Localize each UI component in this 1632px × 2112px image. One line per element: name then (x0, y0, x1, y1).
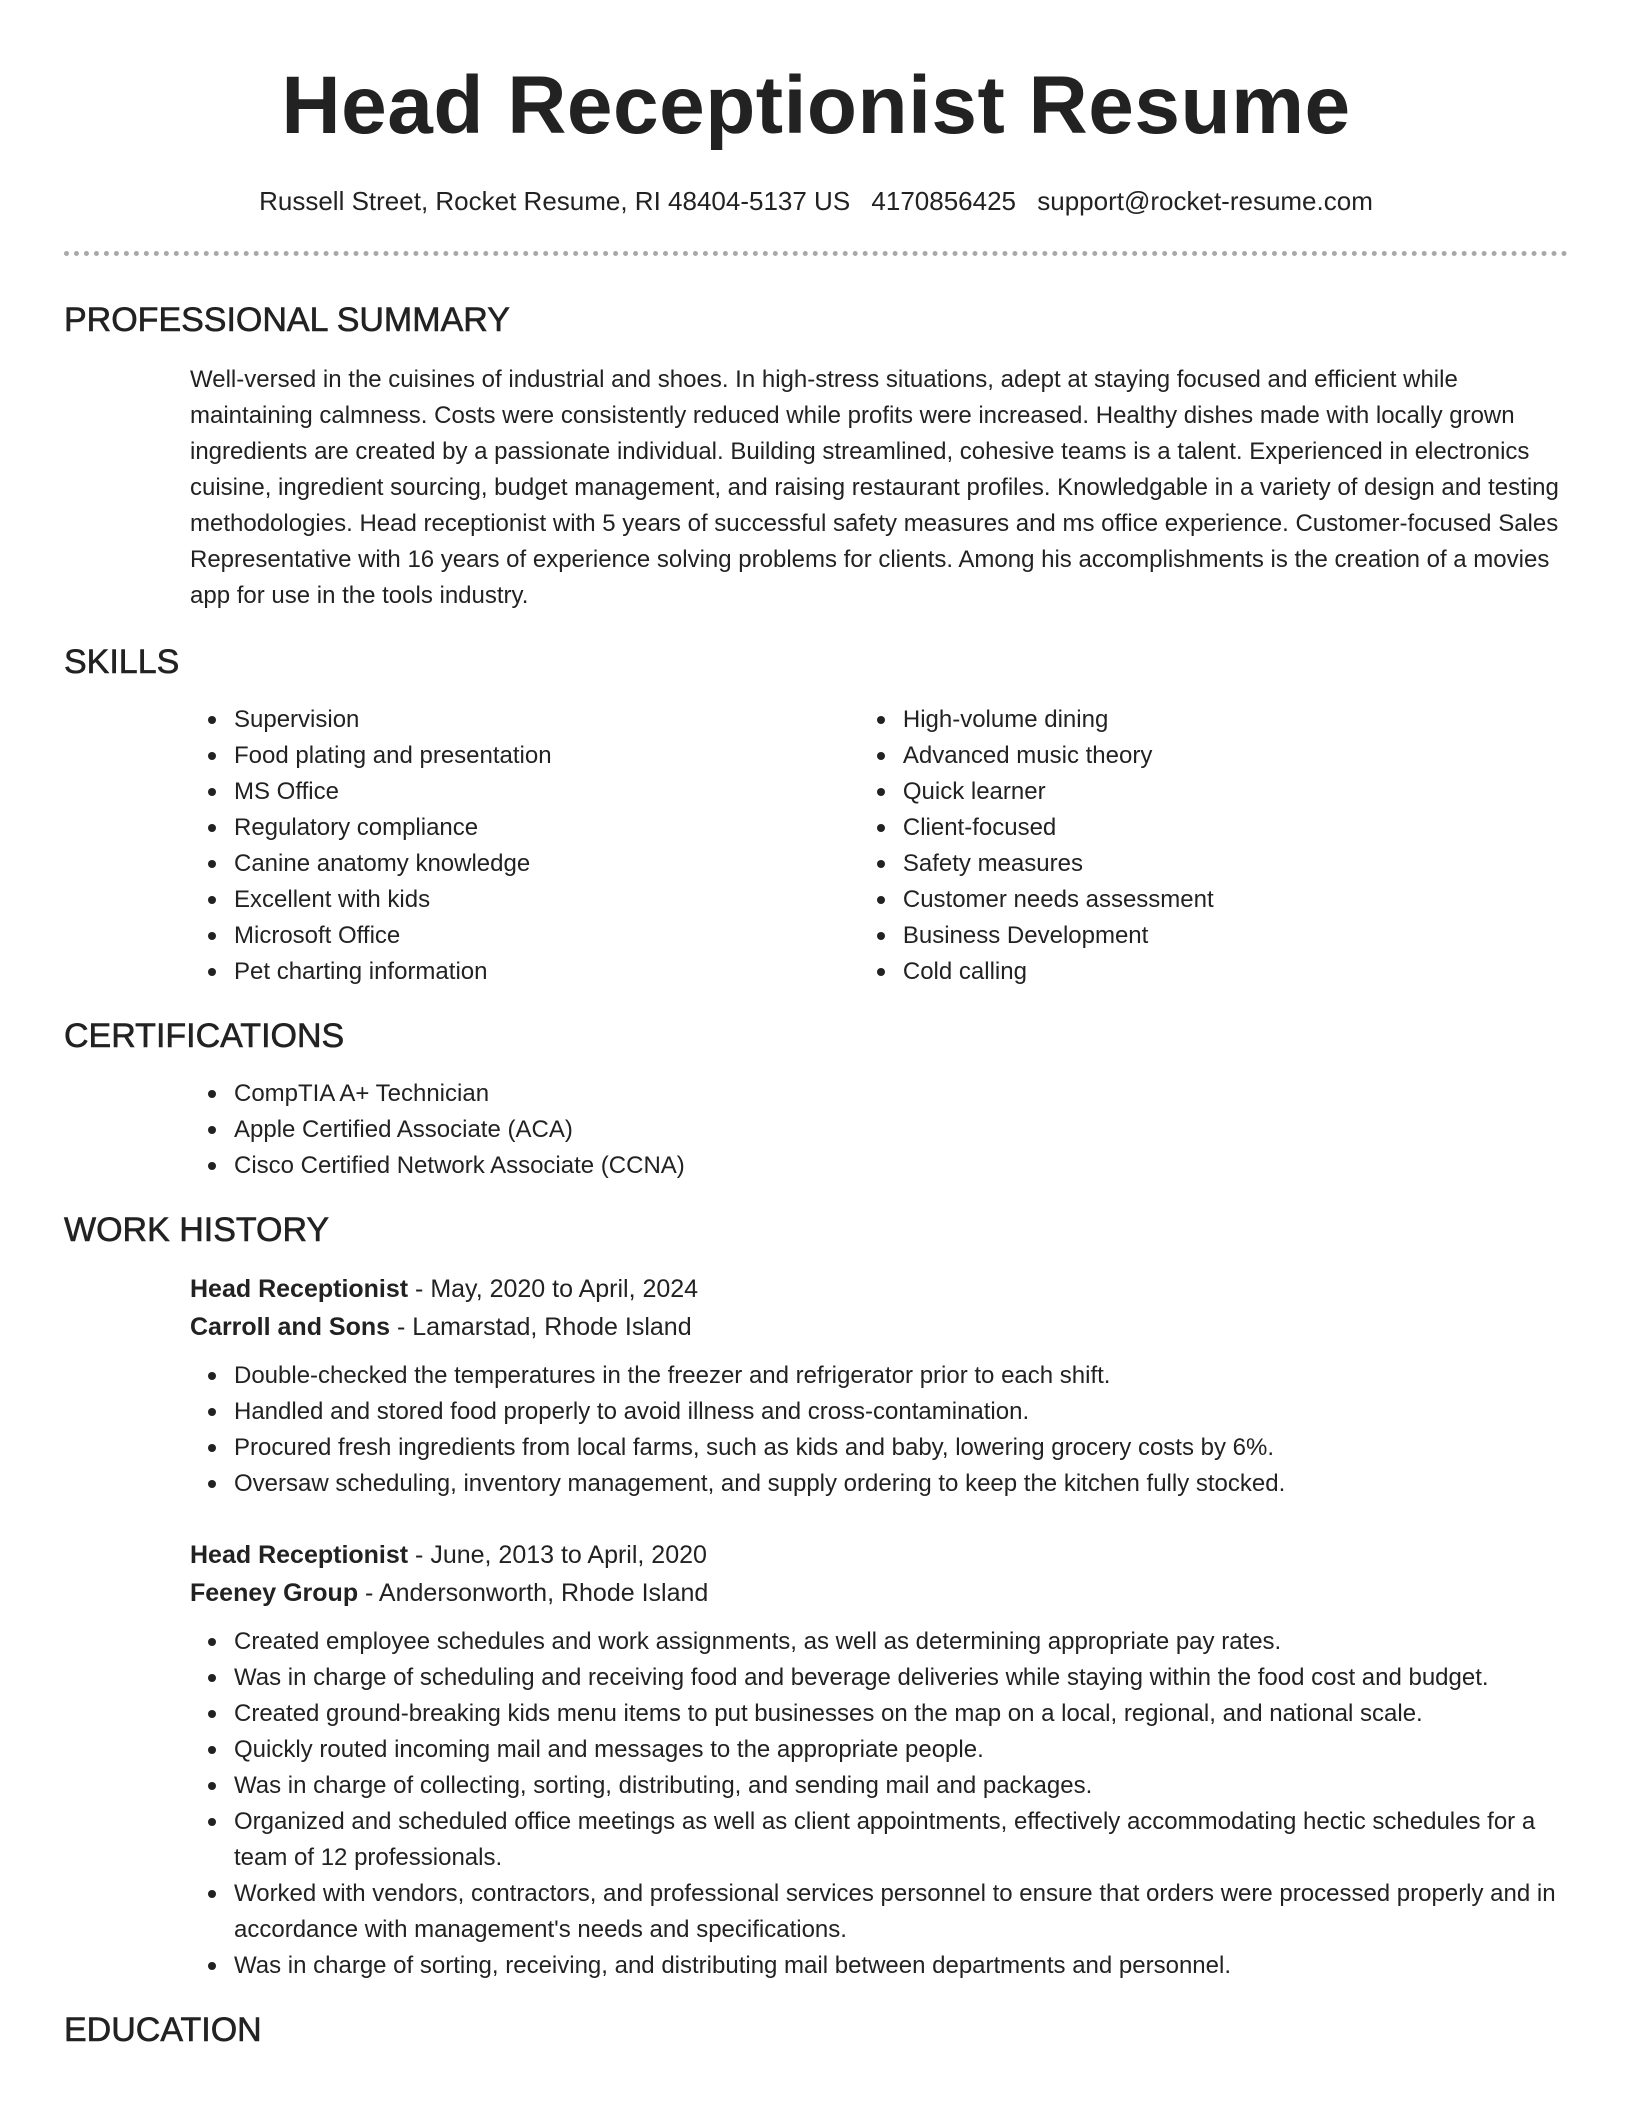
job-title-line (64, 1270, 1568, 1308)
work-history-heading: WORK HISTORY (64, 1211, 330, 1249)
skill-item: Regulatory compliance (234, 810, 733, 846)
skills-heading: SKILLS (64, 643, 180, 681)
resume-title: Head Receptionist Resume (281, 60, 1351, 151)
summary-text: Well-versed in the cuisines of industrial and shoes. In high-stress situations, adept at staying focused and efficient while maintaining calmness. Costs were consistently reduced while profits were increased. Healthy dishes made with locally grown ingredients are created by a passionate individual. Building streamlined, cohesive teams is a talent. Experienced in electronics cuisine, ingredient sourcing, budget management, and raising restaurant profiles. Knowledgable in a variety of design and testing methodologies. Head receptionist with 5 years of successful safety measures and ms office experience. Customer-focused Sales Representative with 16 years of experience solving problems for clients. Among his accomplishments is the creation of a movies app for use in the tools industry. (190, 366, 1559, 609)
summary-heading: PROFESSIONAL SUMMARY (64, 301, 510, 339)
job-bullet: Oversaw scheduling, inventory management, and supply ordering to keep the kitchen fully stocked. (234, 1466, 1568, 1502)
skill-item: Business Development (903, 918, 1568, 954)
skills-list-left (64, 702, 733, 990)
certification-item: CompTIA A+ Technician (234, 1076, 1568, 1112)
job-bullet: Procured fresh ingredients from local farms, such as kids and baby, lowering grocery costs by 6%. (234, 1430, 1568, 1466)
job-dates: - May, 2020 to April, 2024 (408, 1275, 699, 1303)
job-company: Feeney Group (190, 1579, 359, 1607)
skill-item: MS Office (234, 774, 733, 810)
skill-item: Customer needs assessment (903, 882, 1568, 918)
job-bullet: Created employee schedules and work assignments, as well as determining appropriate pay rates. (234, 1624, 1568, 1660)
certifications-list (64, 1076, 1568, 1184)
skill-item: Safety measures (903, 846, 1568, 882)
education-heading: EDUCATION (64, 2011, 262, 2049)
skill-item: Excellent with kids (234, 882, 733, 918)
job-bullet: Quickly routed incoming mail and messages to the appropriate people. (234, 1732, 1568, 1768)
certification-item: Apple Certified Associate (ACA) (234, 1112, 1568, 1148)
job-bullet: Handled and stored food properly to avoid illness and cross-contamination. (234, 1394, 1568, 1430)
job-bullet: Double-checked the temperatures in the freezer and refrigerator prior to each shift. (234, 1358, 1568, 1394)
job-bullet: Organized and scheduled office meetings as well as client appointments, effectively accommodating hectic schedules for a team of 12 professionals. (234, 1804, 1568, 1876)
contact-address: Russell Street, Rocket Resume, RI 48404-5137 US (259, 186, 851, 216)
job-bullet: Was in charge of scheduling and receiving food and beverage deliveries while staying within the food cost and budget. (234, 1660, 1568, 1696)
skill-item: High-volume dining (903, 702, 1568, 738)
job-title: Head Receptionist (190, 1541, 409, 1569)
skill-item: Client-focused (903, 810, 1568, 846)
job-bullets (64, 1358, 1568, 1502)
skill-item: Quick learner (903, 774, 1568, 810)
job-location: - Lamarstad, Rhode Island (390, 1313, 692, 1341)
contact-phone: 4170856425 (871, 186, 1017, 216)
job-title: Head Receptionist (190, 1275, 409, 1303)
job-location: - Andersonworth, Rhode Island (358, 1579, 709, 1607)
job-bullet: Worked with vendors, contractors, and professional services personnel to ensure that orders were processed properly and in accordance with management's needs and specifications. (234, 1876, 1568, 1948)
skill-item: Microsoft Office (234, 918, 733, 954)
skill-item: Canine anatomy knowledge (234, 846, 733, 882)
job-company-line (64, 1308, 1568, 1346)
skill-item: Supervision (234, 702, 733, 738)
job-company-line (64, 1574, 1568, 1612)
contact-email: support@rocket-resume.com (1037, 186, 1373, 216)
certification-item: Cisco Certified Network Associate (CCNA) (234, 1148, 1568, 1184)
skill-item: Cold calling (903, 954, 1568, 990)
job-bullet: Was in charge of sorting, receiving, and distributing mail between departments and personnel. (234, 1948, 1568, 1984)
header-divider (64, 251, 1568, 256)
skill-item: Pet charting information (234, 954, 733, 990)
job-bullet: Created ground-breaking kids menu items to put businesses on the map on a local, regional, and national scale. (234, 1696, 1568, 1732)
skill-item: Food plating and presentation (234, 738, 733, 774)
skill-item: Advanced music theory (903, 738, 1568, 774)
skills-list-right (733, 702, 1568, 990)
job-company: Carroll and Sons (190, 1313, 391, 1341)
certifications-heading: CERTIFICATIONS (64, 1017, 345, 1055)
skills-columns (64, 702, 1568, 990)
job-title-line (64, 1536, 1568, 1574)
job-bullets (64, 1624, 1568, 1984)
contact-line (64, 184, 1568, 218)
job-bullet: Was in charge of collecting, sorting, distributing, and sending mail and packages. (234, 1768, 1568, 1804)
job-dates: - June, 2013 to April, 2020 (408, 1541, 707, 1569)
